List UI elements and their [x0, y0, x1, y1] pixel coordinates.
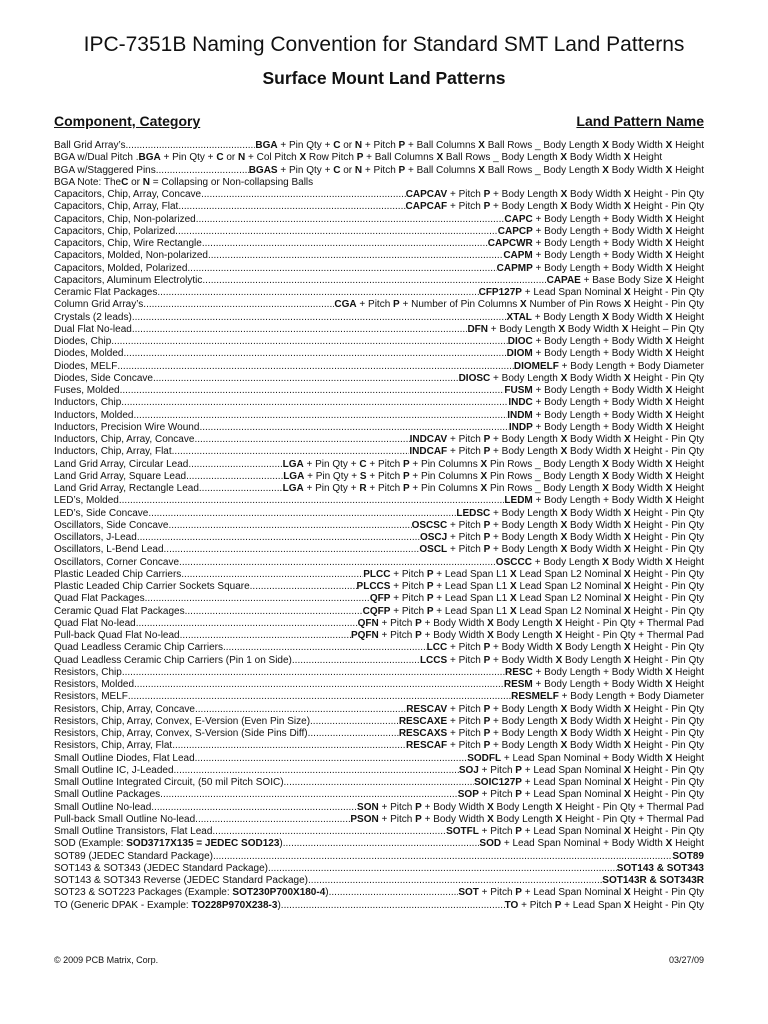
leader-dots	[201, 189, 406, 201]
component-category-label: Pull-back Small Outline No-lead	[54, 813, 196, 825]
component-category-label: Resistors, Chip, Array, Convex, S-Version (Side Pins Diff)	[54, 728, 308, 739]
land-pattern-name: LCC + Pitch P + Body Width X Body Length X Height - Pin Qty	[426, 642, 704, 654]
leader-dots	[121, 397, 508, 409]
land-pattern-name: INDCAF + Pitch P + Body Length X Body Width X Height - Pin Qty	[409, 446, 704, 458]
leader-dots	[117, 361, 514, 373]
list-item	[54, 471, 704, 483]
component-category-label: Plastic Leaded Chip Carrier Sockets Square	[54, 581, 250, 592]
leader-dots	[195, 814, 350, 826]
land-pattern-name: SOTFL + Pitch P + Lead Span Nominal X Height - Pin Qty	[446, 826, 704, 837]
leader-dots	[195, 704, 406, 716]
land-pattern-name: OSCJ + Pitch P + Body Length X Body Width X Height - Pin Qty	[419, 532, 704, 543]
leader-dots	[164, 544, 420, 556]
component-category-label: Inductors, Chip, Array, Flat	[54, 446, 172, 458]
leader-dots	[137, 532, 420, 544]
leader-dots	[195, 753, 468, 765]
land-pattern-name: CAPCWR + Body Length + Body Width X Height	[487, 238, 704, 249]
land-pattern-name: C or N = Collapsing or Non-collapsing Balls	[121, 176, 314, 188]
list-item	[54, 385, 704, 397]
list-item	[54, 520, 704, 532]
leader-dots	[111, 336, 508, 348]
list-item	[54, 483, 704, 495]
component-category-label: Capacitors, Chip, Array, Flat	[54, 201, 179, 213]
land-pattern-name: RESCAF + Pitch P + Body Length X Body Width X Height - Pin Qty	[406, 740, 704, 752]
land-pattern-name: CAPCP + Body Length + Body Width X Height	[497, 225, 704, 237]
list-item	[54, 606, 704, 618]
component-category-label: Small Outline Integrated Circuit, (50 mil Pitch SOIC)	[54, 777, 284, 788]
land-pattern-name: XTAL + Body Length X Body Width X Height	[506, 311, 704, 323]
leader-dots	[199, 422, 508, 434]
land-pattern-name: DIOMELF + Body Length + Body Diameter	[513, 360, 704, 372]
leader-dots	[185, 606, 363, 618]
leader-dots	[186, 471, 283, 483]
list-item	[54, 459, 704, 471]
page-title: IPC-7351B Naming Convention for Standard SMT Land Patterns	[83, 33, 685, 56]
component-category-label: Oscillators, L-Bend Lead	[54, 544, 164, 556]
leader-dots	[153, 373, 459, 385]
component-category-label: Small Outline No-lead	[54, 801, 152, 813]
list-item	[54, 532, 704, 544]
component-category-label: Land Grid Array, Rectangle Lead	[54, 483, 199, 494]
leader-dots	[194, 434, 409, 446]
land-pattern-name: RESC + Body Length + Body Width X Height	[504, 666, 704, 678]
component-category-label: Capacitors, Chip, Polarized	[54, 225, 176, 237]
component-category-label: Capacitors, Aluminum Electrolytic	[54, 274, 203, 286]
land-pattern-name: LGA + Pin Qty + C + Pitch P + Pin Columns X Pin Rows _ Body Length X Body Width X Height	[282, 458, 704, 470]
land-pattern-name: CAPC + Body Length + Body Width X Height	[504, 213, 704, 225]
leader-dots	[208, 250, 503, 262]
list-item	[54, 789, 704, 801]
leader-dots	[308, 875, 602, 887]
leader-dots	[281, 900, 505, 912]
component-category-label: Crystals (2 leads)	[54, 311, 132, 323]
component-category-label: Resistors, Chip	[54, 666, 122, 678]
component-category-label: Diodes, Chip	[54, 336, 112, 347]
land-pattern-name: FUSM + Body Length + Body Width X Height	[504, 385, 704, 396]
column-header-component: Component, Category	[54, 113, 201, 129]
land-pattern-name: SOIC127P + Lead Span Nominal X Height - Pin Qty	[474, 777, 704, 788]
component-category-label: Inductors, Chip, Array, Concave	[54, 434, 195, 445]
land-pattern-name: OSCCC + Body Length X Body Width X Height	[495, 556, 704, 568]
leader-dots	[169, 520, 412, 532]
leader-dots	[134, 410, 508, 422]
leader-dots	[284, 777, 475, 789]
list-item	[54, 508, 704, 520]
component-category-label: Land Grid Array, Square Lead	[54, 470, 187, 482]
land-pattern-name: CAPCAF + Pitch P + Body Length X Body Width X Height - Pin Qty	[405, 201, 704, 213]
list-item	[54, 299, 704, 311]
land-pattern-name: DIOC + Body Length + Body Width X Height	[507, 336, 704, 347]
leader-dots	[213, 851, 672, 863]
component-category-label: Resistors, Chip, Array, Concave	[54, 703, 195, 715]
land-pattern-name: BGA + Pin Qty + C or N + Pitch P + Ball Columns X Ball Rows _ Body Length X Body Width X Height	[255, 140, 704, 151]
list-item	[54, 655, 704, 667]
component-category-label: Small Outline Diodes, Flat Lead	[54, 752, 195, 764]
leader-dots	[250, 581, 357, 593]
land-pattern-name: SOJ + Pitch P + Lead Span Nominal X Height - Pin Qty	[458, 764, 704, 776]
leader-dots	[187, 263, 496, 275]
component-category-label: Capacitors, Molded, Non-polarized	[54, 250, 208, 262]
leader-dots	[179, 557, 496, 569]
leader-dots	[268, 863, 617, 875]
list-item	[54, 814, 704, 826]
land-pattern-name: CAPAE + Base Body Size X Height	[546, 274, 704, 286]
list-item	[54, 753, 704, 765]
component-category-label: Capacitors, Chip, Array, Concave	[54, 189, 202, 200]
component-category-label: SOD (Example: SOD3717X135 = JEDEC SOD123)	[54, 838, 283, 850]
land-pattern-name: TO + Pitch P + Lead Span X Height - Pin Qty	[504, 899, 704, 911]
list-item	[54, 422, 704, 434]
leader-dots	[196, 214, 505, 226]
list-item	[54, 410, 704, 422]
leader-dots	[199, 483, 283, 495]
component-category-label: Small Outline Packages	[54, 789, 161, 801]
leader-dots	[310, 716, 399, 728]
leader-dots	[202, 275, 546, 287]
leader-dots	[151, 802, 357, 814]
list-item	[54, 336, 704, 348]
leader-dots	[148, 508, 456, 520]
leader-dots	[212, 826, 446, 838]
land-pattern-name: RESCAXE + Pitch P + Body Length X Body Width X Height - Pin Qty	[398, 715, 704, 727]
component-category-label: Capacitors, Chip, Non-polarized	[54, 213, 196, 225]
land-pattern-name: DFN + Body Length X Body Width X Height – Pin Qty	[467, 323, 704, 335]
component-category-label: Quad Flat No-lead	[54, 617, 136, 629]
list-item	[54, 900, 704, 912]
list-item	[54, 716, 704, 728]
naming-convention-list	[54, 140, 704, 912]
leader-dots	[134, 679, 504, 691]
list-item	[54, 312, 704, 324]
footer-copyright: © 2009 PCB Matrix, Corp.	[54, 955, 159, 965]
list-item	[54, 361, 704, 373]
land-pattern-name: RESM + Body Length + Body Width X Height	[503, 679, 704, 690]
component-category-label: Oscillators, Corner Concave	[54, 556, 180, 568]
list-item	[54, 765, 704, 777]
list-item	[54, 348, 704, 360]
component-category-label: Quad Leadless Ceramic Chip Carriers (Pin 1 on Side)	[54, 654, 292, 666]
leader-dots	[329, 887, 459, 899]
list-item	[54, 250, 704, 262]
list-item	[54, 667, 704, 679]
component-category-label: Oscillators, J-Lead	[54, 532, 137, 543]
component-category-label: Capacitors, Molded, Polarized	[54, 262, 188, 274]
leader-dots	[223, 642, 427, 654]
list-item	[54, 495, 704, 507]
leader-dots	[180, 630, 351, 642]
leader-dots	[175, 226, 498, 238]
component-category-label: Pull-back Quad Flat No-lead	[54, 630, 180, 641]
list-item	[54, 373, 704, 385]
list-item	[54, 446, 704, 458]
land-pattern-name: OSCSC + Pitch P + Body Length X Body Width X Height - Pin Qty	[411, 519, 704, 531]
land-pattern-name: RESMELF + Body Length + Body Diameter	[511, 691, 704, 703]
component-category-label: SOT143 & SOT343 Reverse (JEDEC Standard Package)	[54, 875, 309, 886]
land-pattern-name: PSON + Pitch P + Body Width X Body Length X Height - Pin Qty + Thermal Pad	[350, 813, 704, 825]
component-category-label: SOT89 (JEDEC Standard Package)	[54, 850, 213, 862]
component-category-label: Diodes, MELF	[54, 360, 118, 372]
leader-dots	[120, 385, 505, 397]
list-item	[54, 887, 704, 899]
list-item	[54, 838, 704, 850]
land-pattern-name: BGA + Pin Qty + C or N + Col Pitch X Row Pitch P + Ball Columns X Ball Rows _ Body Length X Body Width X Height	[138, 152, 663, 164]
list-item	[54, 226, 704, 238]
land-pattern-name: LEDSC + Body Length X Body Width X Height - Pin Qty	[456, 507, 704, 519]
leader-dots	[174, 765, 459, 777]
land-pattern-name: LGA + Pin Qty + S + Pitch P + Pin Columns X Pin Rows _ Body Length X Body Width X Height	[283, 470, 704, 482]
list-item	[54, 740, 704, 752]
list-item	[54, 630, 704, 642]
list-item	[54, 851, 704, 863]
list-item	[54, 618, 704, 630]
leader-dots	[145, 593, 370, 605]
list-item	[54, 581, 704, 593]
component-category-label: Column Grid Array’s	[54, 299, 144, 311]
component-category-label: Plastic Leaded Chip Carriers	[54, 568, 182, 580]
land-pattern-name: SOT143 & SOT343	[616, 862, 704, 874]
page-subtitle: Surface Mount Land Patterns	[262, 68, 506, 88]
component-category-label: Resistors, Chip, Array, Flat	[54, 740, 173, 752]
component-category-label: SOT23 & SOT223 Packages (Example: SOT230P700X180-4)	[54, 887, 329, 899]
list-item	[54, 593, 704, 605]
leader-dots	[172, 446, 410, 458]
component-category-label: Ball Grid Array’s	[54, 140, 126, 151]
component-category-label: TO (Generic DPAK - Example: TO228P970X238-3)	[54, 899, 281, 911]
land-pattern-name: PLCC + Pitch P + Lead Span L1 X Lead Span L2 Nominal X Height - Pin Qty	[363, 568, 704, 580]
leader-dots	[157, 287, 478, 299]
list-item	[54, 679, 704, 691]
list-item	[54, 544, 704, 556]
list-item	[54, 777, 704, 789]
list-item	[54, 152, 704, 164]
land-pattern-name: INDP + Body Length + Body Width X Height	[508, 421, 704, 433]
leader-dots	[123, 348, 506, 360]
leader-dots	[132, 312, 507, 324]
leader-dots	[160, 789, 458, 801]
list-item	[54, 569, 704, 581]
component-category-label: Small Outline Transistors, Flat Lead	[54, 826, 213, 837]
land-pattern-name: INDCAV + Pitch P + Body Length X Body Width X Height - Pin Qty	[409, 434, 704, 445]
land-pattern-name: SOP + Pitch P + Lead Span Nominal X Height - Pin Qty	[457, 789, 704, 801]
component-category-label: LED’s, Side Concave	[54, 507, 149, 519]
leader-dots	[126, 140, 256, 152]
component-category-label: Land Grid Array, Circular Lead	[54, 458, 189, 470]
component-category-label: Resistors, Molded	[54, 679, 135, 690]
list-item	[54, 875, 704, 887]
leader-dots	[202, 238, 488, 250]
component-category-label: Capacitors, Chip, Wire Rectangle	[54, 238, 202, 249]
component-category-label: Diodes, Molded	[54, 348, 124, 360]
land-pattern-name: INDM + Body Length + Body Width X Height	[507, 409, 704, 421]
list-item	[54, 691, 704, 703]
leader-dots	[172, 740, 406, 752]
leader-dots	[136, 618, 358, 630]
list-item	[54, 728, 704, 740]
list-item	[54, 704, 704, 716]
land-pattern-name: QFN + Pitch P + Body Width X Body Length X Height - Pin Qty + Thermal Pad	[357, 617, 704, 629]
list-item	[54, 863, 704, 875]
list-item	[54, 434, 704, 446]
leader-dots	[119, 495, 505, 507]
land-pattern-name: SOT89	[672, 850, 704, 862]
component-category-label: Quad Leadless Ceramic Chip Carriers	[54, 642, 223, 654]
land-pattern-name: SOD + Lead Span Nominal + Body Width X Height	[479, 838, 704, 850]
land-pattern-name: CAPMP + Body Length + Body Width X Height	[496, 262, 704, 274]
land-pattern-name: DIOM + Body Length + Body Width X Height	[506, 348, 704, 360]
leader-dots	[143, 299, 334, 311]
list-item	[54, 557, 704, 569]
list-item	[54, 275, 704, 287]
component-category-label: Inductors, Chip	[54, 397, 122, 409]
component-category-label: BGA Note: The	[54, 176, 122, 188]
list-item	[54, 826, 704, 838]
land-pattern-name: RESCAV + Pitch P + Body Length X Body Width X Height - Pin Qty	[406, 703, 704, 715]
land-pattern-name: BGAS + Pin Qty + C or N + Pitch P + Ball Columns X Ball Rows _ Body Length X Body Width X Height	[248, 164, 704, 176]
land-pattern-name: SOT143R & SOT343R	[602, 875, 704, 886]
leader-dots	[308, 728, 399, 740]
land-pattern-name: CGA + Pitch P + Number of Pin Columns X Number of Pin Rows X Height - Pin Qty	[334, 299, 704, 311]
land-pattern-name: DIOSC + Body Length X Body Width X Height - Pin Qty	[458, 372, 704, 384]
leader-dots	[122, 667, 505, 679]
footer-date: 03/27/09	[668, 955, 704, 965]
component-category-label: SOT143 & SOT343 (JEDEC Standard Package)	[54, 862, 268, 874]
note-row	[54, 177, 704, 189]
leader-dots	[128, 691, 511, 703]
component-category-label: Small Outline IC, J-Leaded	[54, 764, 174, 776]
column-header-row	[54, 113, 704, 129]
land-pattern-name: OSCL + Pitch P + Body Length X Body Width X Height - Pin Qty	[419, 544, 704, 556]
component-category-label: Inductors, Molded	[54, 409, 134, 421]
land-pattern-name: INDC + Body Length + Body Width X Height	[508, 397, 704, 409]
land-pattern-name: LGA + Pin Qty + R + Pitch P + Pin Columns X Pin Rows _ Body Length X Body Width X Height	[282, 483, 704, 494]
list-item	[54, 214, 704, 226]
land-pattern-name: RESCAXS + Pitch P + Body Length X Body Width X Height - Pin Qty	[398, 728, 704, 739]
list-item	[54, 201, 704, 213]
component-category-label: Resistors, MELF	[54, 691, 128, 703]
land-pattern-name: SOT + Pitch P + Lead Span Nominal X Height - Pin Qty	[458, 887, 704, 899]
component-category-label: Resistors, Chip, Array, Convex, E-Version (Even Pin Size)	[54, 715, 311, 727]
list-item	[54, 324, 704, 336]
leader-dots	[181, 569, 363, 581]
land-pattern-name: QFP + Pitch P + Lead Span L1 X Lead Span L2 Nominal X Height - Pin Qty	[369, 593, 704, 605]
land-pattern-name: SON + Pitch P + Body Width X Body Length X Height - Pin Qty + Thermal Pad	[357, 801, 704, 813]
list-item	[54, 140, 704, 152]
component-category-label: Fuses, Molded	[54, 385, 120, 396]
leader-dots	[132, 324, 468, 336]
leader-dots	[156, 165, 249, 177]
component-category-label: Inductors, Precision Wire Wound	[54, 421, 200, 433]
land-pattern-name: LCCS + Pitch P + Body Width X Body Length X Height - Pin Qty	[419, 654, 704, 666]
column-header-land-pattern: Land Pattern Name	[576, 113, 704, 129]
component-category-label: Diodes, Side Concave	[54, 372, 153, 384]
component-category-label: Quad Flat Packages	[54, 593, 145, 605]
list-item	[54, 263, 704, 275]
land-pattern-name: PLCCS + Pitch P + Lead Span L1 X Lead Span L2 Nominal X Height - Pin Qty	[356, 581, 704, 592]
component-category-label: LED’s, Molded	[54, 495, 119, 507]
leader-dots	[292, 655, 420, 667]
list-item	[54, 642, 704, 654]
land-pattern-name: SODFL + Lead Span Nominal + Body Width X Height	[467, 752, 704, 764]
land-pattern-name: PQFN + Pitch P + Body Width X Body Length X Height - Pin Qty + Thermal Pad	[350, 630, 704, 641]
component-category-label: Ceramic Flat Packages	[54, 287, 158, 298]
component-category-label: Oscillators, Side Concave	[54, 519, 169, 531]
component-category-label: BGA w/Staggered Pins	[54, 164, 156, 176]
land-pattern-name: CQFP + Pitch P + Lead Span L1 X Lead Span L2 Nominal X Height - Pin Qty	[362, 605, 704, 617]
list-item	[54, 287, 704, 299]
leader-dots	[188, 459, 282, 471]
list-item	[54, 397, 704, 409]
land-pattern-name: LEDM + Body Length + Body Width X Height	[504, 495, 704, 507]
leader-dots	[178, 201, 405, 213]
list-item	[54, 165, 704, 177]
component-category-label: Dual Flat No-lead	[54, 323, 132, 335]
list-item	[54, 189, 704, 201]
land-pattern-name: CAPCAV + Pitch P + Body Length X Body Width X Height - Pin Qty	[405, 189, 704, 200]
component-category-label: Ceramic Quad Flat Packages	[54, 605, 185, 617]
land-pattern-name: CFP127P + Lead Span Nominal X Height - Pin Qty	[478, 287, 704, 298]
component-category-label: BGA w/Dual Pitch .	[54, 152, 139, 164]
land-pattern-name: CAPM + Body Length + Body Width X Height	[503, 250, 704, 262]
list-item	[54, 802, 704, 814]
leader-dots	[283, 838, 480, 850]
list-item	[54, 238, 704, 250]
